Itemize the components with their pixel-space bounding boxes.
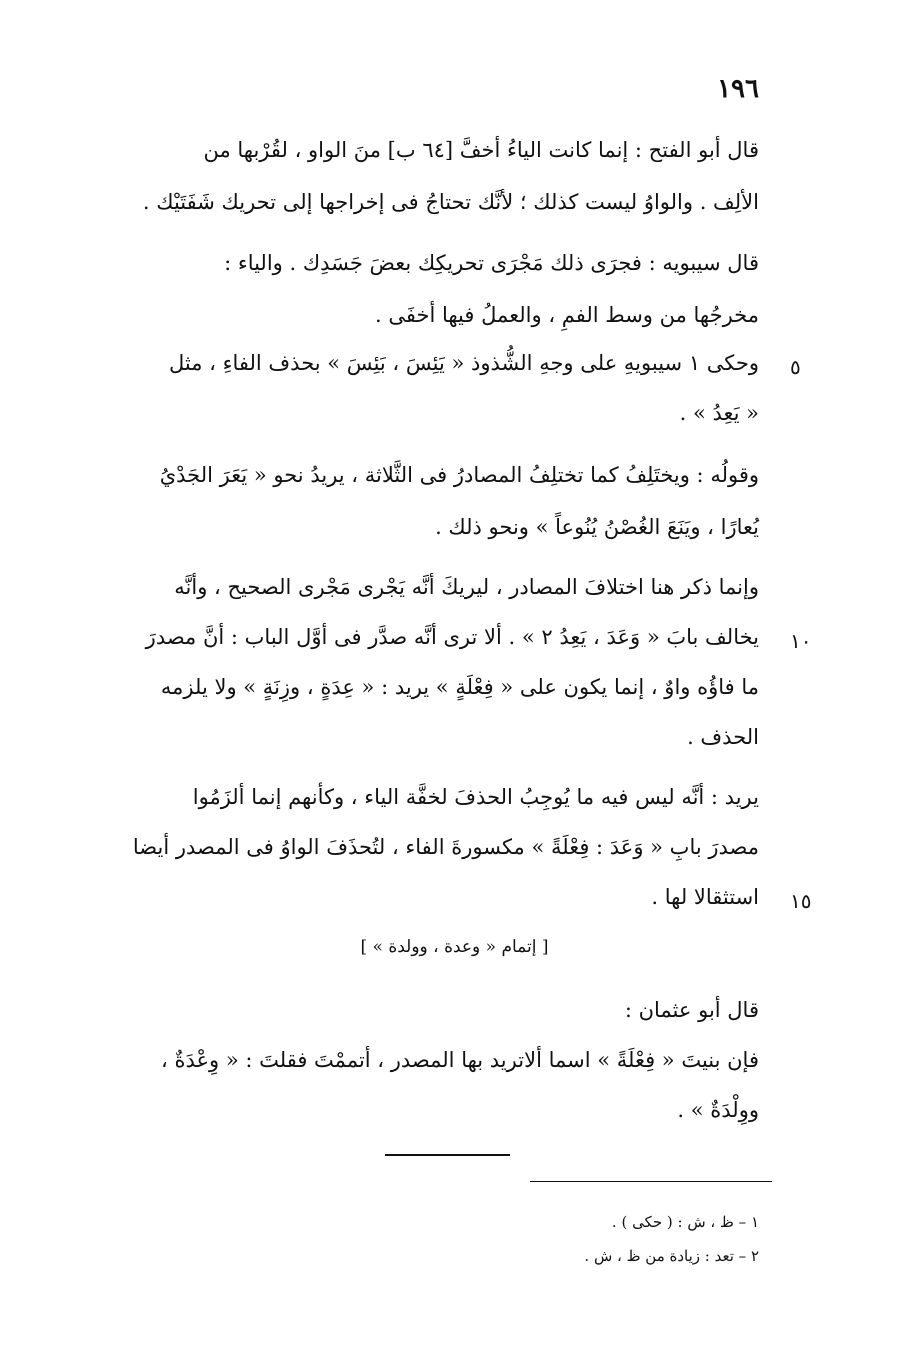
text-line: يخالف بابَ « وَعَدَ ، يَعِدُ ٢ » . ألا ترى أنَّه صدَّر فى أوَّل الباب : أنَّ مصدرَ: [145, 625, 759, 649]
text-line: وحكى ١ سيبويهِ على وجهِ الشُّذوذ « يَئِسَ ، بَئِسَ » بحذف الفاءِ ، مثل: [168, 351, 759, 375]
text-line: وقولُه : ويختَلِفُ كما تختلِفُ المصادرُ فى الثَّلاثة ، يريدُ نحو « يَعَرَ الجَدْيُ: [159, 463, 759, 487]
text-line: ووِلْدَةٌ » .: [677, 1098, 759, 1122]
text-line: مخرجُها من وسط الفمِ ، والعملُ فيها أخفَى .: [375, 303, 759, 327]
text-line: استثقالا لها .: [651, 885, 759, 909]
text-line: « يَعِدُ » .: [679, 401, 759, 425]
text-line: يُعارًا ، ويَنَعَ الغُصْنُ يُنُوعاً » ونحو ذلك .: [435, 515, 759, 539]
separator-rule: [385, 1154, 510, 1156]
text-line: قال سيبويه : فجرَى ذلك مَجْرَى تحريكِك بعضَ جَسَدِك . والياء :: [224, 251, 759, 275]
line-number: ١٠: [790, 629, 812, 653]
footnote-1: ١ – ظ ، ش : ( حكى ) .: [611, 1213, 759, 1231]
footnote-2: ٢ – تعد : زيادة من ظ ، ش .: [584, 1247, 759, 1265]
text-line: قال أبو الفتح : إنما كانت الياءُ أخفَّ [٦٤ ب] منَ الواو ، لقُرْبها من: [203, 138, 759, 162]
text-line: مصدرَ بابِ « وَعَدَ : فِعْلَةً » مكسورةَ الفاء ، لتُحذَفَ الواوُ فى المصدر أيضا: [132, 835, 759, 859]
line-number: ٥: [790, 355, 801, 379]
text-line: يريد : أنَّه ليس فيه ما يُوجِبُ الحذفَ لخفَّة الياء ، وكأنهم إنما ألزَمُوا: [192, 785, 759, 809]
footnotes: [584, 1205, 759, 1273]
text-line: قال أبو عثمان :: [624, 998, 759, 1022]
text-line: الحذف .: [687, 725, 759, 749]
footnote-rule: [530, 1181, 772, 1182]
text-line: فإن بنيتَ « فِعْلَةً » اسما ألاتريد بها المصدر ، أتممْتَ فقلتَ : « وِعْدَةٌ ،: [161, 1048, 759, 1072]
section-heading: [ إتمام « وعدة ، وولدة » ]: [360, 937, 549, 957]
text-line: ما فاؤُه واوٌ ، إنما يكون على « فِعْلَةٍ » يريد : « عِدَةٍ ، وزِنَةٍ » ولا يلزمه: [160, 675, 759, 699]
text-line: الألِف . والواوُ ليست كذلك ؛ لأنَّك تحتاجُ فى إخراجها إلى تحريك شَفَتَيْك .: [142, 190, 759, 214]
line-number: ١٥: [790, 889, 812, 913]
text-line: وإنما ذكر هنا اختلافَ المصادر ، ليريكَ أنَّه يَجْرى مَجْرى الصحيح ، وأنَّه: [174, 575, 759, 599]
page-number: ١٩٦: [717, 74, 759, 104]
